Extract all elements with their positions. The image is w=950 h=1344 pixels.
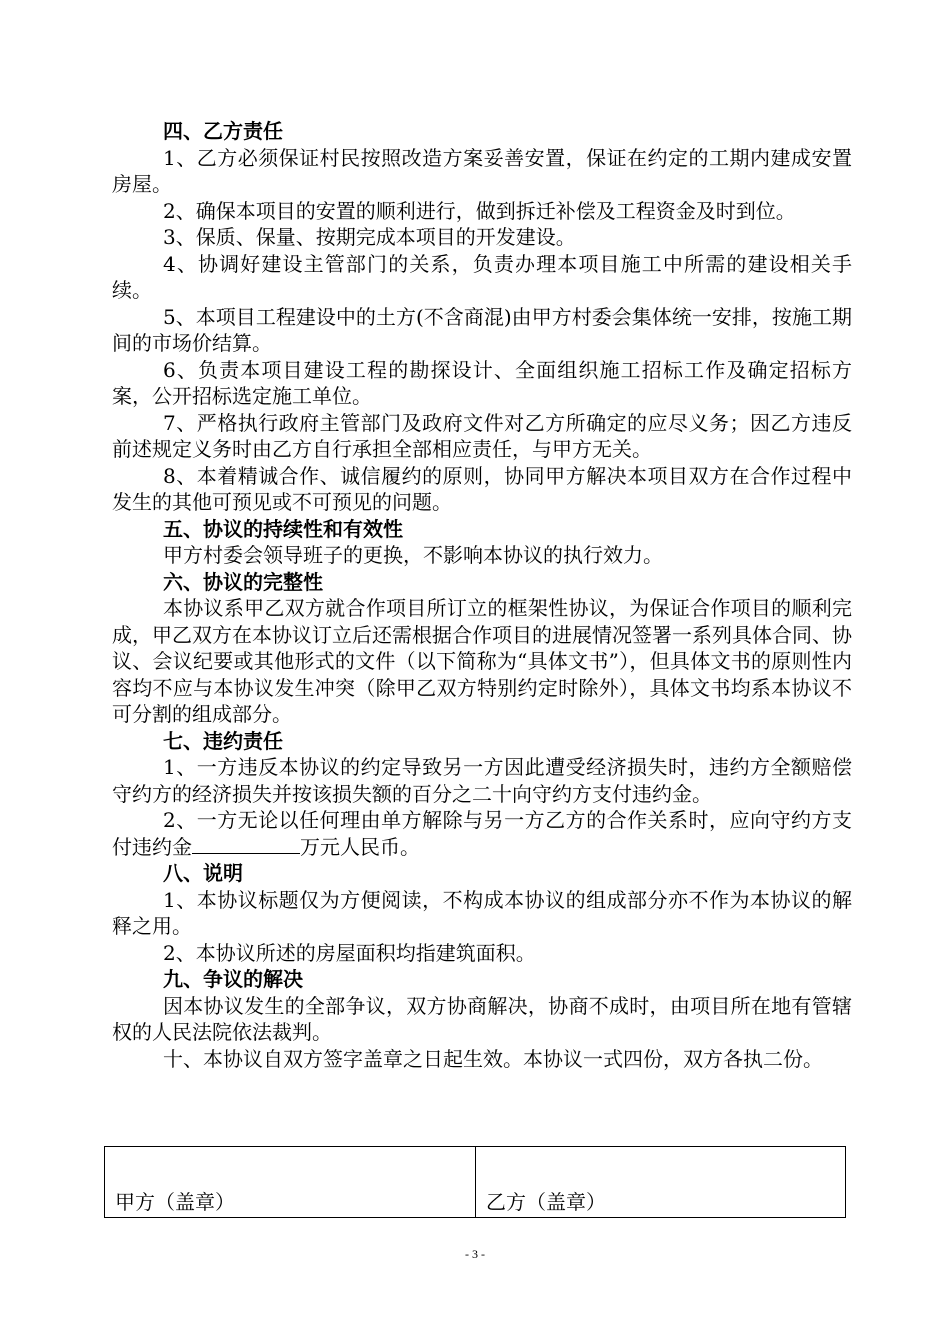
paragraph: 5、本项目工程建设中的土方(不含商混)由甲方村委会集体统一安排，按施工期间的市场价结算。 (112, 304, 852, 355)
penalty-amount-blank[interactable] (192, 835, 300, 854)
section-heading: 五、协议的持续性和有效性 (163, 516, 403, 541)
paragraph: 1、本协议标题仅为方便阅读，不构成本协议的组成部分亦不作为本协议的解释之用。 (112, 887, 852, 938)
paragraph: 2、本协议所述的房屋面积均指建筑面积。 (163, 940, 536, 965)
paragraph: 因本协议发生的全部争议，双方协商解决，协商不成时，由项目所在地有管辖权的人民法院依法裁判。 (112, 993, 852, 1044)
paragraph: 8、本着精诚合作、诚信履约的原则，协同甲方解决本项目双方在合作过程中发生的其他可预见或不可预见的问题。 (112, 463, 852, 514)
party-a-signature-cell (105, 1147, 476, 1218)
paragraph: 2、确保本项目的安置的顺利进行，做到拆迁补偿及工程资金及时到位。 (163, 198, 796, 223)
signature-table (104, 1146, 846, 1218)
paragraph: 7、严格执行政府主管部门及政府文件对乙方所确定的应尽义务；因乙方违反前述规定义务时由乙方自行承担全部相应责任，与甲方无关。 (112, 410, 852, 461)
party-b-label: 乙方（盖章） (486, 1190, 606, 1214)
penalty-clause-before: 2、一方无论以任何理由单方解除与另一方乙方的合作关系时，应向守约方支付违约金 (112, 808, 852, 859)
section-heading: 八、说明 (163, 861, 243, 885)
paragraph: 十、本协议自双方签字盖章之日起生效。本协议一式四份，双方各执二份。 (163, 1046, 823, 1071)
sections-part-2 (112, 860, 852, 1072)
party-b-signature-cell (476, 1147, 846, 1218)
paragraph: 3、保质、保量、按期完成本项目的开发建设。 (163, 225, 576, 249)
paragraph: 甲方村委会领导班子的更换，不影响本协议的执行效力。 (163, 543, 663, 567)
section-heading: 九、争议的解决 (163, 967, 303, 991)
document-body (112, 118, 852, 1072)
party-a-label: 甲方（盖章） (115, 1190, 235, 1214)
paragraph: 本协议系甲乙双方就合作项目所订立的框架性协议，为保证合作项目的顺利完成，甲乙双方在本协议订立后还需根据合作项目的进展情况签署一系列具体合同、协议、会议纪要或其他形式的文件（以下简称为“具体文书”），但具体文书的原则性内容均不应与本协议发生冲突（除甲乙双方特别约定时除外），具体文书均系本协议不可分割的组成部分。 (112, 596, 852, 726)
paragraph: 1、乙方必须保证村民按照改造方案妥善安置，保证在约定的工期内建成安置房屋。 (112, 145, 852, 196)
section-heading: 七、违约责任 (163, 728, 283, 753)
penalty-clause-after: 万元人民币。 (300, 834, 420, 859)
section-heading: 四、乙方责任 (163, 119, 283, 143)
paragraph: 4、协调好建设主管部门的关系，负责办理本项目施工中所需的建设相关手续。 (112, 251, 852, 302)
paragraph: 6、负责本项目建设工程的勘探设计、全面组织施工招标工作及确定招标方案，公开招标选定施工单位。 (112, 357, 852, 408)
penalty-clause (112, 807, 852, 860)
page-number: - 3 - (465, 1247, 485, 1261)
paragraph: 1、一方违反本协议的约定导致另一方因此遭受经济损失时，违约方全额赔偿守约方的经济损失并按该损失额的百分之二十向守约方支付违约金。 (112, 755, 852, 806)
sections-part-1 (112, 118, 852, 807)
section-heading: 六、协议的完整性 (163, 569, 323, 594)
